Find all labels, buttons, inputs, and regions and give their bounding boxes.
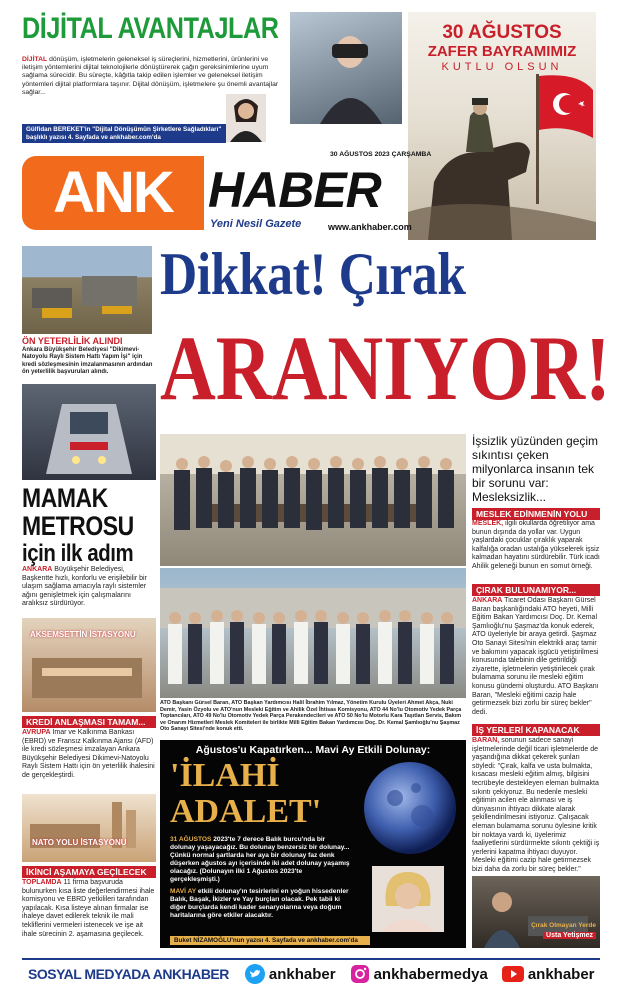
digital-ad-caption[interactable]: Gülfidan BEREKET'in "Dijital Dönüşümün Şirketlere Sağladıkları" başlıklı yazısı 4. Sayfada ve ankhaber.com'da xyxy=(22,124,226,143)
aksemsettin-station-photo xyxy=(22,618,156,712)
natoyolu-label: NATO YOLU İSTASYONU xyxy=(32,838,127,847)
tagline: Yeni Nesil Gazete xyxy=(210,218,302,230)
astro-title2: ADALET' xyxy=(170,793,322,830)
meeting-photo xyxy=(160,434,466,566)
zafer-bayrami-box xyxy=(408,12,596,240)
twitter-icon xyxy=(245,964,265,984)
astro-caption[interactable]: Buket NİZAMOĞLU'nun yazısı 4. Sayfada ve ankhaber.com'da xyxy=(170,936,370,945)
youtube-icon xyxy=(502,966,524,982)
author-photo-buket xyxy=(372,866,444,932)
astro-p1-lead: 31 AĞUSTOS xyxy=(170,836,212,843)
kredi-body: İmar ve Kalkınma Bankası (EBRD) ve Fransız Kalkınma Ajansı (AFD) ile kredi sözleşmesi imzalayan Ankara Büyükşehir Belediyesi Dikimevi-Natoyolu Raylı Sistem Hattı için ön yeterlilik ihalesini de gerçekleştirdi. xyxy=(22,729,155,779)
metro-train-photo xyxy=(22,384,156,480)
s3-body: sorunun sadece sanayi işletmelerinde değil ticari işletmelerde de yaşandığına dikkat çekerek şunları söyledi: "Çırak, kalfa ve usta bulmakta, kısacası mesleki eğitim almış, bilgisini tecrübeyle destekleyen eleman bulmakta sıkıntı çekiyoruz. Bu nedenle mesleki eğitimin acilen ele alınması ve iş dünyasının ihtiyacı dikkate alarak şekillendirilmesini istiyoruz. Çalışacak eleman bulamama sorunu öylesine kritik bir noktaya vardı ki, üyelerimiz faaliyetlerini sürdürmekte sıkıntı çektiği iş yerlerini kapatma ihtiyacı duyuyor. Mesleki eğitimi cazip hale getirmezsek bizi daha da zorlu bir süreç bekler." xyxy=(472,737,600,873)
kredi-header: KREDİ ANLAŞMASI TAMAM... xyxy=(22,716,156,728)
headline-line1: Dikkat! Çırak xyxy=(160,241,466,307)
s2-body: Ticaret Odası Başkanı Gürsel Baran başkanlığındaki ATO heyeti, Milli Eğitim Bakan Yardımcısı Doç. Dr. Kemal Şamlıoğlu'nu Şaşmaz'da konuk ederek, ATO üyeleriyle bir araya getirdi. Şaşmaz Oto Sanayi Sitesi'nin elektrikli araç tamir ve bakımını yapacak işgücü yetiştirilmesi konusunda talebinin dile getirildiği ziyarette, işletmelerin yetiştirilecek çırak bulamama sorunu ile mesleki eğitim konusu gündemi oluşturdu. ATO Başkanı Baran, "Mesleki eğitimi cazip hale getirmezsek bizi zorlu bir süreç bekler" dedi. xyxy=(472,597,599,716)
group-photo xyxy=(160,568,466,698)
twitter-handle: ankhaber xyxy=(268,965,336,983)
youtube-link[interactable] xyxy=(502,966,595,983)
apprentice-photo xyxy=(472,876,600,948)
instagram-handle: ankhabermedya xyxy=(373,965,488,983)
right-intro: İşsizlik yüzünden geçim sıkıntısı çeken milyonlarca insanın tek bir sorunu var: Mesleksizlik... xyxy=(472,434,599,504)
metro-title-line3: için ilk adım xyxy=(22,540,134,567)
ataturk-horse-illustration xyxy=(408,12,596,240)
vr-photo xyxy=(290,12,402,124)
zafer-line2: ZAFER BAYRAMIMIZ xyxy=(427,43,577,60)
digital-ad-lead: DİJİTAL xyxy=(22,56,48,63)
metro-title-line2: METROSU xyxy=(22,511,134,541)
digital-ad-body: dönüşüm, işletmelerin geleneksel iş süreçlerini, hizmetlerini, ürünlerini ve iletişim yöntemlerini dijital teknolojilerle dönüştürerek çağın gereksinimlerine uyum sağlama sürecidir. Bu süreçte, kâğıtla takip edilen işlemler ve geleneksel iletişim yöntemleri dijital platformlara taşınır. Dijital dönüşüm, işletmelere şu önemli avantajlar sağlar... xyxy=(22,56,279,96)
kredi-lead: AVRUPA xyxy=(22,729,51,736)
instagram-link[interactable] xyxy=(350,964,488,984)
site-url[interactable]: www.ankhaber.com xyxy=(328,222,412,232)
astro-kicker: Ağustos'u Kapatırken... Mavi Ay Etkili Dolunay: xyxy=(195,744,431,756)
construction-photo xyxy=(22,246,152,334)
zafer-line3: KUTLU OLSUN xyxy=(441,61,563,73)
astro-box xyxy=(160,740,466,948)
zafer-line1: 30 AĞUSTOS xyxy=(442,22,562,43)
story1-body: Ankara Büyükşehir Belediyesi "Dikimevi-Natoyolu Raylı Sistem Hattı Yapım İşi" için kredi sözleşmesinin imzalanmasının ardından ön yeterlilik başvuruları alındı. xyxy=(22,347,153,375)
s3-header: İŞ YERLERİ KAPANACAK xyxy=(472,724,600,736)
masthead xyxy=(22,148,432,240)
footer-label: SOSYAL MEDYADA ANKHABER xyxy=(28,966,229,982)
apprentice-label-2: Usta Yetişmez xyxy=(543,932,596,939)
blue-moon-image xyxy=(360,758,460,858)
twitter-link[interactable] xyxy=(245,964,336,984)
ikinci-lead: TOPLAMDA xyxy=(22,879,62,886)
s1-header: MESLEK EDİNMENİN YOLU xyxy=(472,508,600,520)
metro-lead: ANKARA xyxy=(22,566,53,573)
digital-ad-box xyxy=(22,12,402,142)
natoyolu-station-photo xyxy=(22,794,156,862)
social-footer xyxy=(22,958,600,988)
logo-ank[interactable]: ANK xyxy=(22,156,204,230)
aksemsettin-label: AKSEMSETTİN İSTASYONU xyxy=(30,630,136,639)
astro-title1: 'İLAHİ xyxy=(170,757,280,794)
s1-body: ilgili okullarda öğretiliyor ama bunun dışında da yollar var. Uygun yaşlardaki çocuklar çıraklık yaparak kalfalığa oradan ustalığa yükselerek işsiz kalmadan hayatını sürdürebilir. Türk icadı Ahilik geleneği bunun en somut örneği. xyxy=(472,520,600,570)
logo-haber[interactable]: HABER xyxy=(208,162,381,218)
s3-lead: BARAN, xyxy=(472,737,500,744)
s2-header: ÇIRAK BULUNAMIYOR... xyxy=(472,584,600,596)
ikinci-body: 11 firma başvuruda bulunurken kısa liste değerlendirmesi ihale komisyonu ve EBRD yetkilileri tarafından yapılacak. Kısa listeye alınan firmalar ise ihaleye davet edilerek teknik ile mali tekliflerini vermeleri istenecek ve işe ait ihale sürecinin 2. aşamasına geçilecek. xyxy=(22,879,155,938)
photo-caption: ATO Başkanı Gürsel Baran, ATO Başkan Yardımcısı Halil İbrahim Yılmaz, Yönetim Kurulu Üyeleri Ahmet Akça, Nuki Demir, Yasin Özyolu ve ATO'nun Mesleki Eğitim ve Ahilik Özel İhtisas Komisyonu, ATO 44 No'lu Otomotiv Yedek Parça Toptancıları, ATO 49 No'lu Otomotiv Yedek Parça Perakendecileri ve ATO 50 No'lu Motorlu Kara Taşıtları Servis, Bakım ve Onarım Hizmetleri Meslek Komiteleri ile birlikte Milli Eğitim Bakan Yardımcısı Doç. Dr. Kemal Şamlıoğlu'nu Şaşmaz Oto Sanayi Sitesi'nde konuk etti. xyxy=(160,700,462,733)
metro-title-line1: MAMAK xyxy=(22,483,108,513)
astro-p2-lead: MAVİ AY xyxy=(170,888,197,895)
astro-p2-body: etkili dolunay'ın tesirlerini en yoğun hissedenler Balık, Başak, İkizler ve Yay burçları olacak. Pek tabii ki diğer burçlarda kendi kader senaryolarına veya doğum haritalarına göre etkiler alacaktır. xyxy=(170,888,349,919)
headline-line2: ARANIYOR! xyxy=(160,317,611,419)
metro-title xyxy=(22,484,162,567)
digital-ad-title: DİJİTAL AVANTAJLAR xyxy=(22,12,279,45)
issue-date: 30 AĞUSTOS 2023 ÇARŞAMBA xyxy=(330,151,432,158)
apprentice-label-1: Çırak Olmayan Yerde xyxy=(531,922,596,929)
author-photo-gulfidan xyxy=(226,94,266,142)
metro-body: Büyükşehir Belediyesi, Başkentte hızlı, konforlu ve erişilebilir bir ulaşım sağlama amacıyla raylı sistemler ağını genişletmek için çalışmalarını aralıksız sürdürüyor. xyxy=(22,566,147,608)
ikinci-header: İKİNCİ AŞAMAYA GEÇİLECEK xyxy=(22,866,156,878)
s2-lead: ANKARA xyxy=(472,597,503,604)
youtube-handle: ankhaber xyxy=(527,965,595,983)
astro-p1-body: 2023'te 7 derece Balık burcu'nda bir dolunay yaşayacağız. Bu dolunay benzersiz bir dolunay... Çünkü normal şartlarda her aya bir dolunay faz denk düşerken ağustos ayı içerisinde iki adet dolunay yaşamış olacağız. (Dolunayın ilki 1 Ağustos 2023'te gerçekleşmişti.) xyxy=(170,836,350,883)
instagram-icon xyxy=(350,964,370,984)
s1-lead: MESLEK, xyxy=(472,520,504,527)
story1-title: ÖN YETERLİLİK ALINDI xyxy=(22,336,123,346)
